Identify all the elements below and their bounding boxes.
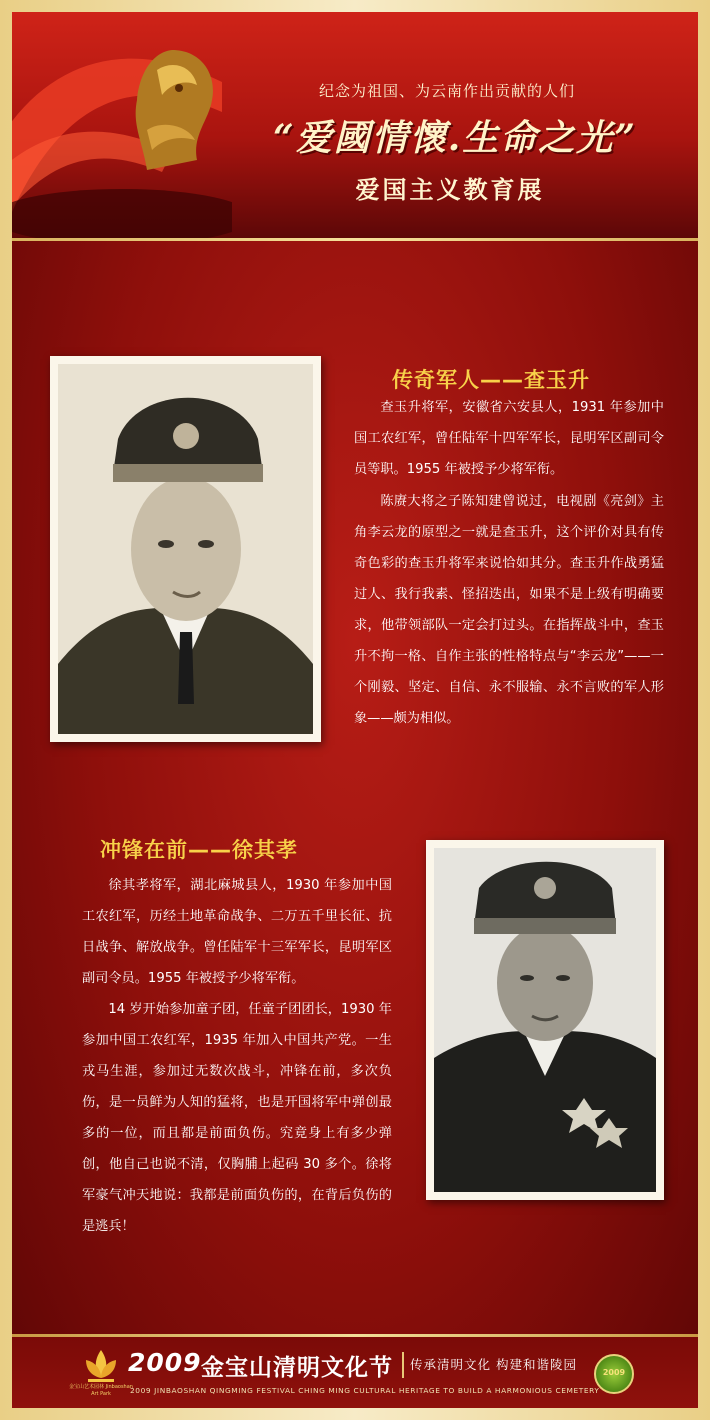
festival-slogan: 传承清明文化 构建和谐陵园 xyxy=(410,1357,577,1372)
footer-divider xyxy=(12,1334,698,1337)
golden-dragon-icon xyxy=(117,40,227,180)
section1-title: 传奇军人——查玉升 xyxy=(392,368,590,392)
portrait-photo-xu-qixiao xyxy=(426,840,664,1200)
footer-banner xyxy=(12,1334,698,1408)
badge-year: 2009 xyxy=(602,1368,626,1377)
header-subtitle: 纪念为祖国、为云南作出贡献的人们 xyxy=(318,82,575,100)
festival-name: 金宝山清明文化节 xyxy=(201,1355,393,1381)
section1-paragraph-2: 陈赓大将之子陈知建曾说过，电视剧《亮剑》主角李云龙的原型之一就是查玉升，这个评价对具有传奇色彩的查玉升将军来说恰如其分。查玉升作战勇猛过人、我行我素、怪招迭出，如果不是上级有明确要求，他带领部队一定会打过头。在指挥战斗中，查玉升不拘一格、自作主张的性格特点与“李云龙”——一个刚毅、坚定、自信、永不服输、永不言败的军人形象——颇为相似。 xyxy=(354,494,664,726)
exhibit-title: 爱国主义教育展 xyxy=(355,176,545,204)
festival-year: 2009 xyxy=(128,1348,202,1377)
header-divider xyxy=(12,238,698,241)
green-badge-icon xyxy=(594,1354,634,1394)
festival-subtitle-english: 2009 JINBAOSHAN QINGMING FESTIVAL CHING MING CULTURAL HERITAGE TO BUILD A HARMONIOUS CEMETERY xyxy=(130,1386,600,1395)
portrait-image xyxy=(58,364,313,734)
section2-paragraph-2: 14 岁开始参加童子团，任童子团团长，1930 年参加中国工农红军，1935 年加入中国共产党。一生戎马生涯，参加过无数次战斗，冲锋在前，多次负伤，是一员鲜为人知的猛将，也是开国将军中弹创最多的一位，而且都是前面负伤。究竟身上有多少弹创，他自己也说不清，仅胸脯上起码 30 多个。徐将军豪气冲天地说：我都是前面负伤的，在背后负伤的是逃兵！ xyxy=(82,1002,392,1234)
logo-caption: 金宝山艺术园林 Jinbaoshan Art Park xyxy=(69,1384,133,1397)
section1-paragraph-1: 查玉升将军，安徽省六安县人，1931 年参加中国工农红军，曾任陆军十四军军长，昆明军区副司令员等职。1955 年被授予少将军衔。 xyxy=(354,400,664,477)
main-title: “爱國情懷.生命之光” xyxy=(273,117,637,159)
footer-separator xyxy=(402,1352,404,1378)
portrait-photo-zha-yusheng xyxy=(50,356,321,742)
section2-title: 冲锋在前——徐其孝 xyxy=(100,838,298,862)
header-banner xyxy=(12,12,698,240)
poster xyxy=(12,12,698,1408)
section2-paragraph-1: 徐其孝将军，湖北麻城县人，1930 年参加中国工农红军，历经土地革命战争、二万五千里长征、抗日战争、解放战争。曾任陆军十三军军长，昆明军区副司令员。1955 年被授予少将军衔。 xyxy=(82,878,392,986)
portrait-image xyxy=(434,848,656,1192)
